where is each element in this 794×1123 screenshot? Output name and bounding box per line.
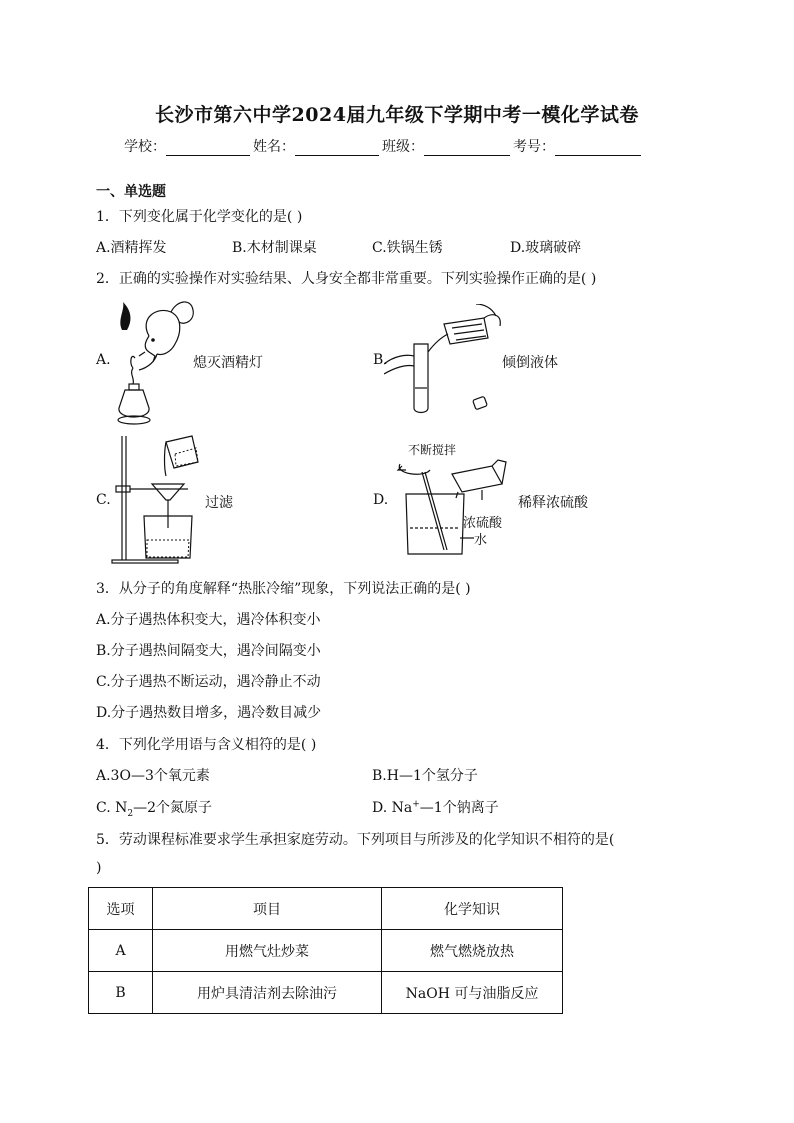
- filtration-figure: [108, 432, 208, 564]
- question-5-table: [88, 887, 563, 1014]
- option-d-meaning: —1个钠离子: [419, 800, 499, 816]
- question-4-stem: 4．下列化学用语与含义相符的是( ): [96, 737, 317, 753]
- question-4-option-b: B.H—1个氢分子: [372, 768, 478, 784]
- pouring-liquid-figure: [384, 304, 504, 416]
- alcohol-lamp-figure: [105, 296, 200, 431]
- question-2-option-a-caption: 熄灭酒精灯: [193, 355, 263, 371]
- question-3-option-a: A.分子遇热体积变大，遇冷体积变小: [96, 612, 321, 628]
- question-1-option-a: A.酒精挥发: [96, 240, 167, 256]
- class-label: 班级：: [382, 139, 424, 155]
- option-c-subscript: 2: [127, 808, 134, 819]
- question-4-option-d: [372, 797, 499, 817]
- question-3-stem: 3．从分子的角度解释“热胀冷缩”现象，下列说法正确的是( ): [96, 581, 471, 597]
- question-2-option-d-caption: 稀释浓硫酸: [518, 495, 588, 511]
- option-c-formula: C. N: [96, 800, 128, 816]
- question-5-stem: 5．劳动课程标准要求学生承担家庭劳动。下列项目与所涉及的化学知识不相符的是(: [96, 832, 615, 848]
- question-2-option-c-letter: C.: [96, 492, 111, 508]
- question-2-option-b-letter: B.: [373, 352, 388, 368]
- option-d-formula: D. Na: [372, 800, 413, 816]
- dilute-acid-figure: [394, 444, 519, 556]
- table-cell: A: [89, 930, 153, 972]
- table-cell: 燃气燃烧放热: [382, 930, 563, 972]
- question-2-stem: 2．正确的实验操作对实验结果、人身安全都非常重要。下列实验操作正确的是( ): [96, 271, 597, 287]
- exam-title: 长沙市第六中学2024届九年级下学期中考一模化学试卷: [155, 104, 639, 126]
- question-1-option-b: B.木材制课桌: [232, 240, 317, 256]
- water-label: 水: [474, 533, 488, 548]
- stir-label: 不断搅拌: [408, 443, 457, 457]
- school-label: 学校：: [124, 139, 166, 155]
- class-blank[interactable]: [424, 139, 510, 156]
- table-row: [89, 972, 563, 1014]
- table-cell: 用炉具清洁剂去除油污: [153, 972, 382, 1014]
- table-header-cell: 项目: [153, 888, 382, 930]
- question-1-option-c: C.铁锅生锈: [372, 240, 443, 256]
- question-4-option-a: A.3O—3个氧元素: [96, 768, 210, 784]
- name-blank[interactable]: [295, 139, 379, 156]
- question-1-stem: 1．下列变化属于化学变化的是( ): [96, 209, 303, 225]
- table-cell: NaOH 可与油脂反应: [382, 972, 563, 1014]
- question-3-option-c: C.分子遇热不断运动，遇冷静止不动: [96, 674, 321, 690]
- table-cell: 用燃气灶炒菜: [153, 930, 382, 972]
- exam-number-label: 考号：: [513, 139, 555, 155]
- question-5-stem-continued: ): [96, 860, 102, 876]
- school-blank[interactable]: [166, 139, 250, 156]
- question-2-option-a-letter: A.: [96, 352, 111, 368]
- acid-label: 浓硫酸: [463, 516, 503, 531]
- question-2-option-d-letter: D.: [373, 492, 389, 508]
- name-label: 姓名：: [253, 139, 295, 155]
- option-d-superscript: +: [412, 799, 420, 810]
- question-2-option-c-caption: 过滤: [205, 495, 233, 511]
- question-4-option-c: [96, 797, 212, 819]
- question-3-option-d: D.分子遇热数目增多，遇冷数目减少: [96, 705, 322, 721]
- question-2-option-b-caption: 倾倒液体: [502, 355, 558, 371]
- table-header-cell: 化学知识: [382, 888, 563, 930]
- question-1-option-d: D.玻璃破碎: [510, 240, 582, 256]
- table-header-row: [89, 888, 563, 930]
- table-header-cell: 选项: [89, 888, 153, 930]
- table-row: [89, 930, 563, 972]
- section-heading: 一、单选题: [96, 184, 166, 200]
- question-3-option-b: B.分子遇热间隔变大，遇冷间隔变小: [96, 643, 321, 659]
- student-info-row: [124, 136, 644, 156]
- table-cell: B: [89, 972, 153, 1014]
- exam-number-blank[interactable]: [555, 139, 641, 156]
- option-c-meaning: —2个氮原子: [133, 800, 213, 816]
